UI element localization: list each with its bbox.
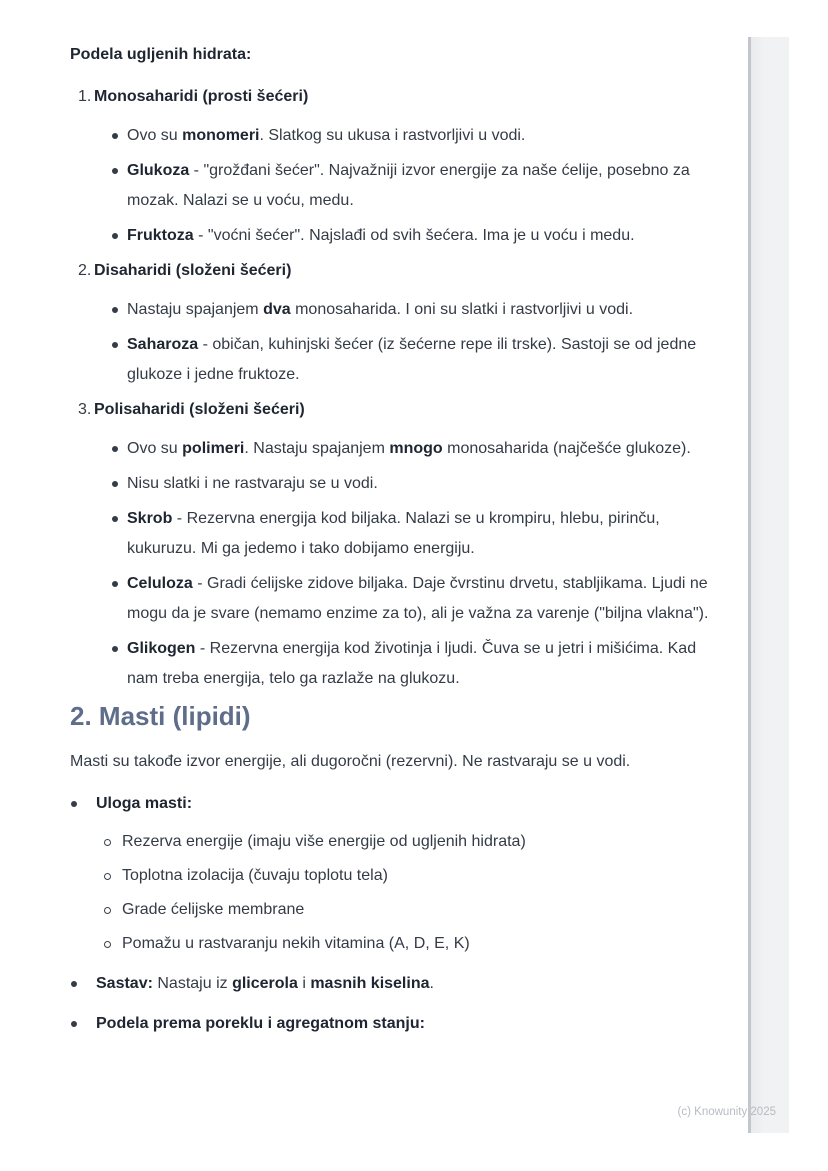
- bullet-icon: [110, 634, 127, 694]
- bold-run: Uloga masti:: [96, 795, 193, 812]
- bold-run: Saharoza: [127, 336, 199, 353]
- bold-run: Fruktoza: [127, 227, 194, 244]
- bullet-text: Ovo su polimeri. Nastaju spajanjem mnogo monosaharida (najčešće glukoze).: [127, 440, 691, 457]
- bullet-item: [110, 221, 732, 251]
- bullet-icon: [110, 569, 127, 629]
- sub-bullet-item: [100, 861, 732, 891]
- sub-bullet-text: Grade ćelijske membrane: [122, 901, 305, 918]
- copyright-watermark: (c) Knowunity 2025: [677, 1106, 776, 1118]
- bullet-list: [70, 434, 732, 694]
- bullet-icon: [110, 469, 127, 499]
- bold-run: polimeri: [182, 440, 245, 457]
- bold-run: Celuloza: [127, 575, 193, 592]
- bullet-icon: [110, 504, 127, 564]
- bullet-item: [110, 469, 732, 499]
- bold-run: Glukoza: [127, 162, 190, 179]
- hollow-bullet-icon: [100, 895, 122, 925]
- bullet-list: [70, 121, 732, 251]
- fats-list: [70, 789, 732, 1039]
- bold-run: Sastav:: [96, 975, 153, 992]
- carbohydrate-types-list: [70, 82, 732, 694]
- item-number: 3.: [78, 401, 92, 418]
- scrollbar-track[interactable]: [748, 37, 789, 1133]
- bold-run: mnogo: [389, 440, 443, 457]
- item-title: Disaharidi (složeni šećeri): [94, 262, 292, 279]
- fats-bullet-item: [70, 789, 732, 959]
- bullet-icon: [110, 295, 127, 325]
- sub-bullet-text: Toplotna izolacija (čuvaju toplotu tela): [122, 867, 388, 884]
- bullet-icon: [70, 789, 96, 819]
- numbered-item: [70, 395, 732, 694]
- hollow-bullet-icon: [100, 929, 122, 959]
- hollow-bullet-icon: [100, 827, 122, 857]
- bullet-text: Glukoza - "grožđani šećer". Najvažniji izvor energije za naše ćelije, posebno za mozak. Nalazi se u voću, medu.: [127, 162, 690, 209]
- bullet-item: [110, 156, 732, 216]
- numbered-item: [70, 82, 732, 251]
- bullet-text: Celuloza - Gradi ćelijske zidove biljaka. Daje čvrstinu drvetu, stabljikama. Ljudi ne mogu da je svare (nemamo enzime za to), ali je važna za varenje ("biljna vlakna").: [127, 575, 709, 622]
- fats-bullet-row: [70, 1009, 732, 1039]
- bullet-item: [110, 330, 732, 390]
- sub-bullet-text: Rezerva energije (imaju više energije od ugljenih hidrata): [122, 833, 526, 850]
- fats-bullet-row: [70, 969, 732, 999]
- bullet-icon: [70, 969, 96, 999]
- bullet-text: Skrob - Rezervna energija kod biljaka. Nalazi se u krompiru, hlebu, pirinču, kukuruzu. Mi ga jedemo i tako dobijamo energiju.: [127, 510, 660, 557]
- bold-run: Glikogen: [127, 640, 196, 657]
- numbered-item-heading: [70, 395, 732, 425]
- numbered-item: [70, 256, 732, 390]
- bullet-item: [110, 634, 732, 694]
- bullet-text: [96, 789, 681, 819]
- bullet-text: Ovo su monomeri. Slatkog su ukusa i rastvorljivi u vodi.: [127, 127, 526, 144]
- bullet-item: [110, 569, 732, 629]
- bullet-icon: [110, 434, 127, 464]
- bullet-item: [110, 434, 732, 464]
- bullet-item: [110, 504, 732, 564]
- fats-intro-paragraph: Masti su takođe izvor energije, ali dugoročni (rezervni). Ne rastvaraju se u vodi.: [70, 753, 631, 770]
- bullet-text: Nisu slatki i ne rastvaraju se u vodi.: [127, 475, 378, 492]
- sub-bullet-text: Pomažu u rastvaranju nekih vitamina (A, D, E, K): [122, 935, 470, 952]
- sub-bullet-item: [100, 827, 732, 857]
- fats-bullet-item: [70, 1009, 732, 1039]
- bullet-icon: [110, 330, 127, 390]
- bold-run: Podela prema poreklu i agregatnom stanju:: [96, 1015, 425, 1032]
- fats-section-heading: 2. Masti (lipidi): [70, 701, 251, 731]
- document-title: Podela ugljenih hidrata:: [70, 46, 252, 63]
- sub-bullet-list: [100, 827, 732, 959]
- item-title: Polisaharidi (složeni šećeri): [94, 401, 305, 418]
- bullet-text: Glikogen - Rezervna energija kod životinja i ljudi. Čuva se u jetri i mišićima. Kad nam treba energija, telo ga razlaže na glukozu.: [127, 640, 697, 687]
- item-number: 2.: [78, 262, 92, 279]
- bullet-icon: [70, 1009, 96, 1039]
- numbered-item-heading: [70, 82, 732, 112]
- bullet-list: [70, 295, 732, 390]
- bullet-text: [96, 1009, 681, 1039]
- fats-section: [70, 699, 732, 1039]
- notes-content: [70, 40, 732, 1049]
- bold-run: dva: [263, 301, 291, 318]
- bullet-text: Fruktoza - "voćni šećer". Najslađi od svih šećera. Ima je u voću i medu.: [127, 227, 635, 244]
- bullet-icon: [110, 221, 127, 251]
- bullet-item: [110, 295, 732, 325]
- sub-bullet-item: [100, 929, 732, 959]
- sub-bullet-item: [100, 895, 732, 925]
- fats-bullet-item: [70, 969, 732, 999]
- bold-run: masnih kiselina: [310, 975, 430, 992]
- bold-run: glicerola: [232, 975, 298, 992]
- bold-run: monomeri: [182, 127, 260, 144]
- bullet-item: [110, 121, 732, 151]
- hollow-bullet-icon: [100, 861, 122, 891]
- bullet-text: Nastaju spajanjem dva monosaharida. I oni su slatki i rastvorljivi u vodi.: [127, 301, 634, 318]
- bullet-text: Saharoza - običan, kuhinjski šećer (iz šećerne repe ili trske). Sastoji se od jedne glukoze i jedne fruktoze.: [127, 336, 697, 383]
- item-number: 1.: [78, 88, 92, 105]
- bullet-text: Sastav: Nastaju iz glicerola i masnih kiselina.: [96, 975, 434, 992]
- bullet-icon: [110, 121, 127, 151]
- bold-run: Skrob: [127, 510, 173, 527]
- item-title: Monosaharidi (prosti šećeri): [94, 88, 309, 105]
- bullet-icon: [110, 156, 127, 216]
- numbered-item-heading: [70, 256, 732, 286]
- fats-bullet-row: [70, 789, 732, 819]
